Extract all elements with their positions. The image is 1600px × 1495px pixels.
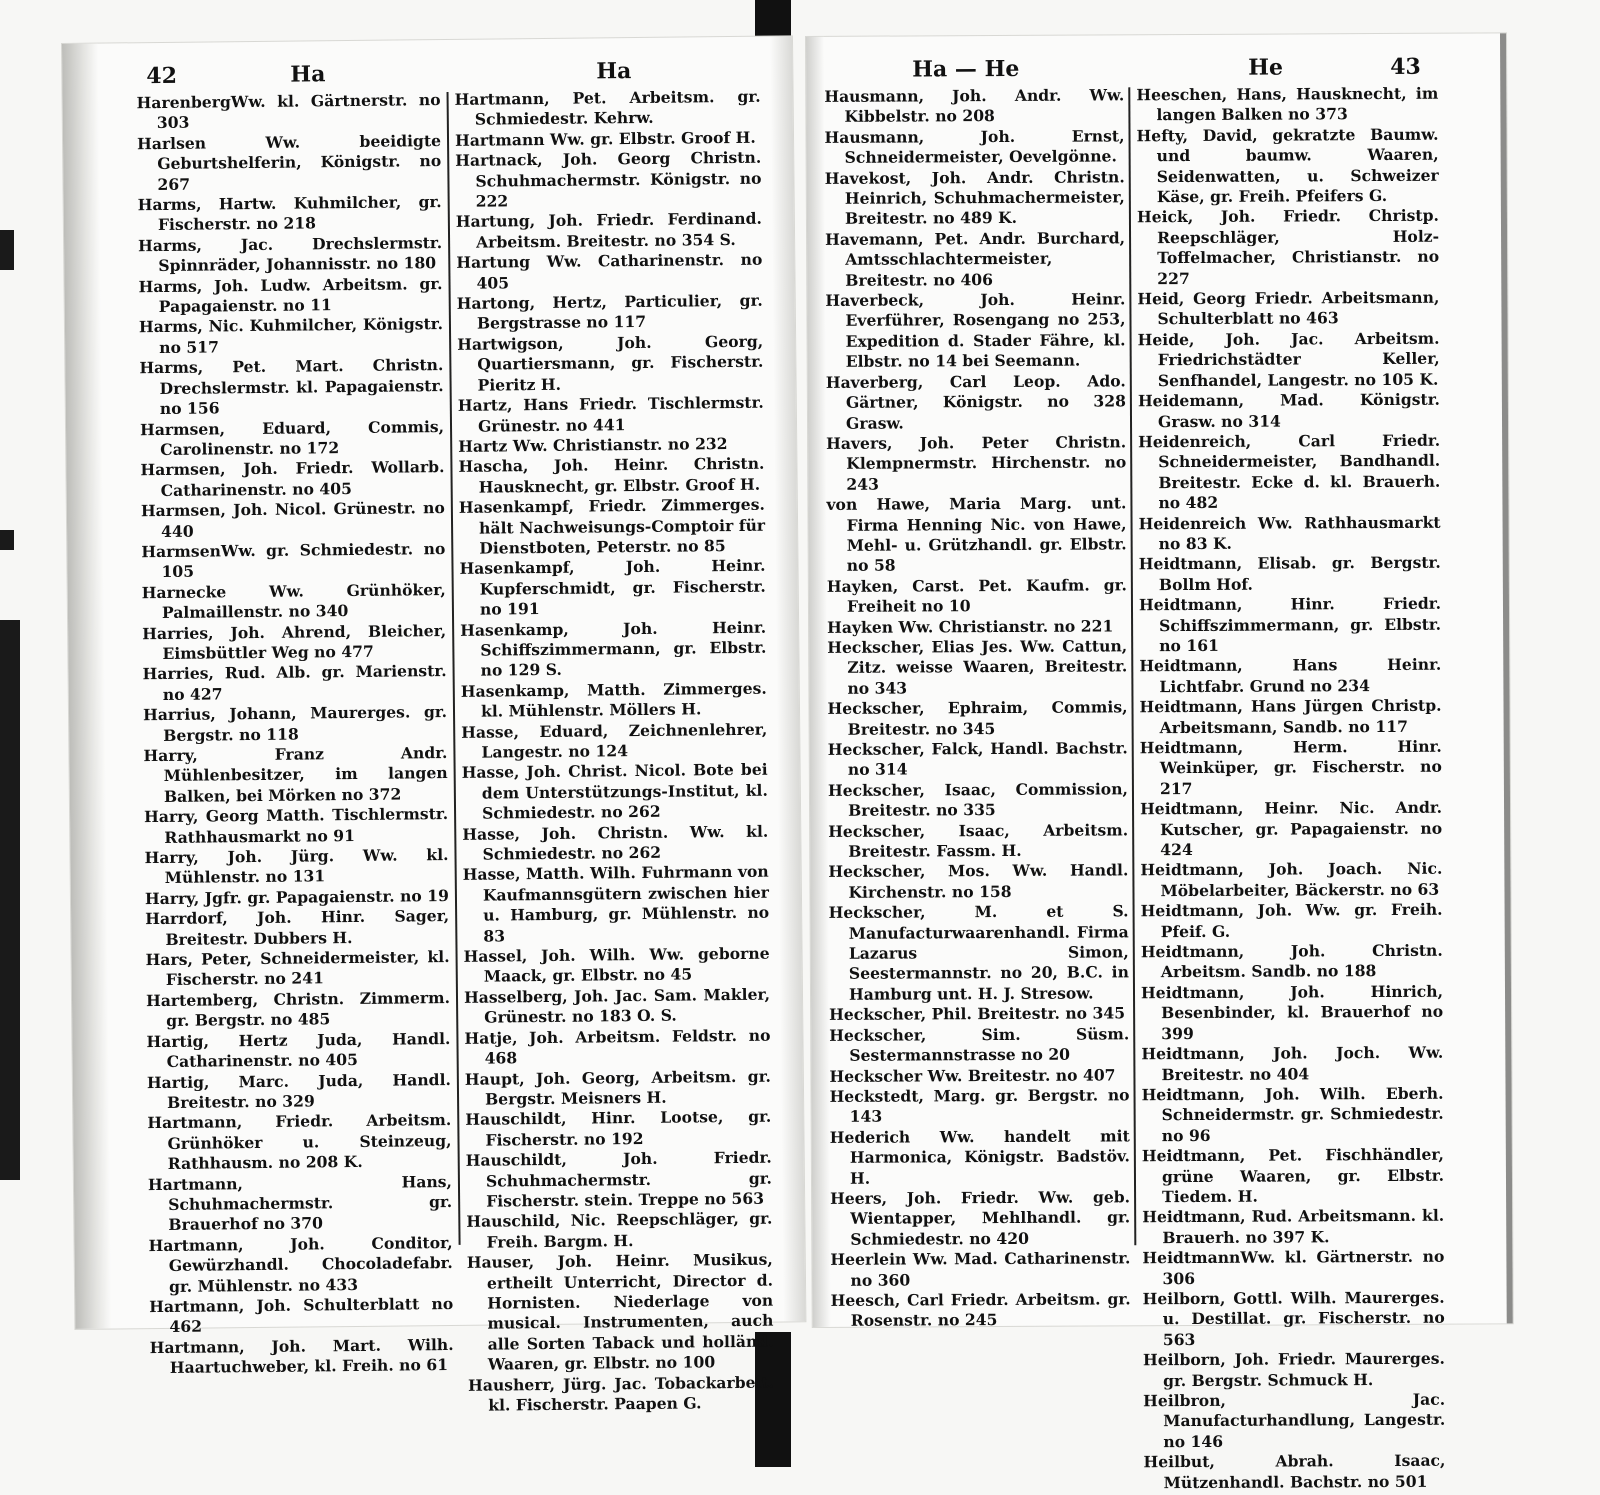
directory-entry: Hartong, Hertz, Particulier, gr. Bergstrasse no 117 [456,290,763,334]
directory-entry: Heidtmann, Hinr. Friedr. Schiffszimmermann, gr. Elbstr. no 161 [1138,593,1442,656]
directory-entry: Heckscher, Isaac, Commission, Breitestr. no 335 [827,779,1128,821]
directory-entry: Havers, Joh. Peter Christn. Klempnermstr. Hirchenstr. no 243 [826,432,1127,494]
directory-entry: Havekost, Joh. Andr. Christn. Heinrich, Schuhmachermeister, Breitestr. no 489 K. [824,166,1125,229]
left-page-column-2 [454,86,775,1415]
directory-entry: Heeschen, Hans, Hausknecht, im langen Balken no 373 [1136,83,1439,125]
directory-entry: Harry, Franz Andr. Mühlenbesitzer, im langen Balken, bei Mörken no 372 [143,743,448,806]
directory-entry: Haupt, Joh. Georg, Arbeitsm. gr. Bergstr. Meisners H. [464,1066,771,1109]
directory-entry: Hartmann Ww. gr. Elbstr. Groof H. [454,127,756,150]
directory-entry: Hauschildt, Joh. Friedr. Schuhmachermstr. gr. Fischerstr. stein. Treppe no 563 [465,1147,773,1211]
directory-entry: Hasse, Matth. Wilh. Fuhrmann von Kaufmannsgütern zwischen hier u. Hamburg, gr. Mühlenstr. no 83 [462,862,770,946]
directory-entry: Heilbron, Jac. Manufacturhandlung, Langestr. no 146 [1143,1389,1446,1451]
edge-mark-top [0,230,14,270]
directory-entry: Hausmann, Joh. Ernst, Schneidermeister, Oevelgönne. [824,126,1125,168]
directory-entry: Heckscher, Isaac, Arbeitsm. Breitestr. Fassm. H. [828,819,1129,861]
directory-entry: Harnecke Ww. Grünhöker, Palmaillenstr. no 340 [141,579,446,623]
directory-entry: Harms, Nic. Kuhmilcher, Königstr. no 517 [138,314,444,357]
directory-entry: Harmsen, Joh. Nicol. Grünestr. no 440 [140,498,445,541]
page-edge-shadow [62,44,111,1329]
running-head-right-col1: Ha — He [912,55,1020,83]
directory-entry: Hartmann, Joh. Schulterblatt no 462 [149,1293,454,1337]
directory-entry: Hasse, Eduard, Zeichnenlehrer, Langestr. no 124 [461,719,768,762]
directory-entry: Harmsen, Joh. Friedr. Wollarb. Catharinenstr. no 405 [140,457,445,500]
directory-entry: Heckscher, Mos. Ww. Handl. Kirchenstr. no 158 [828,860,1129,902]
directory-entry: Hederich Ww. handelt mit Harmonica, Königstr. Badstöv. H. [829,1126,1130,1188]
directory-entry: HarmsenWw. gr. Schmiedestr. no 105 [141,538,446,582]
directory-entry: Hasse, Joh. Christn. Ww. kl. Schmiedestr. no 262 [462,821,769,864]
directory-entry: Heidtmann, Pet. Fischhändler, grüne Waaren, gr. Elbstr. Tiedem. H. [1141,1144,1445,1207]
directory-entry: Heidtmann, Joh. Joach. Nic. Möbelarbeiter, Bäckerstr. no 63 [1140,859,1443,900]
directory-entry: Hartig, Hertz Juda, Handl. Catharinenstr. no 405 [146,1028,451,1072]
running-head-right-col2: He [1248,54,1284,81]
directory-entry: HarenbergWw. kl. Gärtnerstr. no 303 [136,90,441,133]
directory-entry: Harms, Hartw. Kuhmilcher, gr. Fischerstr. no 218 [137,192,442,235]
directory-entry: Hausmann, Joh. Andr. Ww. Kibbelstr. no 208 [824,85,1125,127]
directory-entry: Hassel, Joh. Wilh. Ww. geborne Maack, gr. Elbstr. no 45 [463,943,770,987]
directory-entry: Heckscher, M. et S. Manufacturwaarenhandl. Firma Lazarus Simon, Seestermannstr. no 20, B.C. in Hamburg unt. H. J. Stresow. [828,901,1129,1004]
page-edge [1500,33,1513,1323]
directory-entry: Heidtmann, Elisab. gr. Bergstr. Bollm Hof. [1138,553,1441,594]
directory-entry: Harry, Georg Matth. Tischlermstr. Rathhausmarkt no 91 [143,804,449,847]
directory-entry: Hartwigson, Joh. Georg, Quartiersmann, gr. Fischerstr. Pieritz H. [457,331,764,395]
directory-entry: Harrius, Johann, Maurerges. gr. Bergstr. no 118 [142,702,448,745]
directory-entry: Heckscher, Phil. Breitestr. no 345 [829,1003,1126,1025]
directory-entry: Harms, Jac. Drechslermstr. Spinnräder, Johannisstr. no 180 [138,232,443,276]
left-page [62,36,805,1415]
directory-entry: Haverberg, Carl Leop. Ado. Gärtner, Königstr. no 328 Grasw. [825,371,1126,433]
directory-entry: Heidtmann, Rud. Arbeitsmann. kl. Brauerh. no 397 K. [1142,1206,1445,1247]
directory-entry: Heidtmann, Joh. Hinrich, Besenbinder, kl. Brauerhof no 399 [1140,981,1444,1043]
directory-entry: Hartig, Marc. Juda, Handl. Breitestr. no 329 [146,1069,451,1112]
right-page [806,33,1513,1492]
directory-entry: Hartmann, Joh. Mart. Wilh. Haartuchweber, kl. Freih. no 61 [149,1334,454,1378]
directory-entry: Hauschildt, Hinr. Lootse, gr. Fischerstr. no 192 [465,1106,772,1150]
directory-entry: Heidtmann, Hans Heinr. Lichtfabr. Grund no 234 [1139,655,1442,696]
directory-entry: Heckscher, Ephraim, Commis, Breitestr. no 345 [827,697,1128,739]
left-page-column-1 [136,90,454,1378]
directory-entry: von Hawe, Maria Marg. unt. Firma Henning Nic. von Hawe, Mehl- u. Grützhandl. gr. Elbstr. no 58 [826,493,1127,576]
directory-entry: Hefty, David, gekratzte Baumw. und baumw. Waaren, Seidenwatten, u. Schweizer Käse, gr. Freih. Pfeifers G. [1136,124,1439,207]
directory-entry: HeidtmannWw. kl. Gärtnerstr. no 306 [1142,1246,1445,1288]
directory-entry: Heckscher, Sim. Süsm. Sestermannstrasse no 20 [829,1024,1130,1065]
directory-entry: Hatje, Joh. Arbeitsm. Feldstr. no 468 [464,1025,771,1068]
directory-entry: Heers, Joh. Friedr. Ww. geb. Wientapper, Mehlhandl. gr. Schmiedestr. no 420 [830,1187,1131,1249]
edge-mark-mid [0,530,14,550]
directory-entry: Heidtmann, Herm. Hinr. Weinküper, gr. Fischerstr. no 217 [1139,736,1442,798]
directory-entry: Haverbeck, Joh. Heinr. Everführer, Rosengang no 253, Expedition d. Stader Fähre, kl. Elbstr. no 14 bei Seemann. [825,289,1126,372]
directory-entry: Hartnack, Joh. Georg Christn. Schuhmachermstr. Königstr. no 222 [455,147,762,211]
directory-entry: Harmsen, Eduard, Commis, Carolinenstr. no 172 [139,416,445,459]
directory-entry: Heidtmann, Joh. Christn. Arbeitsm. Sandb. no 188 [1140,940,1443,982]
directory-entry: Hayken, Carst. Pet. Kaufm. gr. Freiheit no 10 [826,575,1127,616]
directory-entry: Harries, Joh. Ahrend, Bleicher, Eimsbüttler Weg no 477 [142,620,447,663]
directory-entry: Hausherr, Jürg. Jac. Tobackarbeit. kl. Fischerstr. Paapen G. [467,1372,775,1415]
directory-entry: Heckscher, Elias Jes. Ww. Cattun, Zitz. weisse Waaren, Breitestr. no 343 [827,636,1128,698]
directory-entry: Hartemberg, Christn. Zimmerm. gr. Bergstr. no 485 [145,987,451,1031]
directory-entry: Hasse, Joh. Christ. Nicol. Bote bei dem Unterstützungs-Institut, kl. Schmiedestr. no 262 [461,760,768,823]
directory-entry: Hartung, Joh. Friedr. Ferdinand. Arbeitsm. Breitestr. no 354 S. [455,209,762,252]
directory-entry: Hartmann, Joh. Conditor, Gewürzhandl. Chocoladefabr. gr. Mühlenstr. no 433 [148,1232,453,1296]
directory-entry: Harry, Jgfr. gr. Papagaienstr. no 19 [144,885,450,909]
directory-entry: Heckscher, Falck, Handl. Bachstr. no 314 [827,738,1128,780]
directory-entry: Harries, Rud. Alb. gr. Marienstr. no 427 [142,661,447,704]
directory-entry: Heidtmann, Joh. Joch. Ww. Breitestr. no 404 [1141,1042,1444,1084]
directory-entry: Hauser, Joh. Heinr. Musikus, ertheilt Unterricht, Director d. Hornisten. Niederlage von musical. Instrumenten, auch alle Sorten Taback und holländ. Waaren, gr. Elbstr. no 100 [466,1249,774,1374]
directory-entry: Harms, Joh. Ludw. Arbeitsm. gr. Papagaienstr. no 11 [138,273,443,317]
gutter-shadow [770,36,805,1321]
directory-entry: Heick, Joh. Friedr. Christp. Reepschläger, Holz-Toffelmacher, Christianstr. no 227 [1136,206,1440,288]
directory-entry: Hartz Ww. Christianstr. no 232 [458,433,728,456]
directory-entry: Harms, Pet. Mart. Christn. Drechslermstr. kl. Papagaienstr. no 156 [139,355,444,419]
directory-entry: Heilborn, Gottl. Wilh. Maurerges. u. Destillat. gr. Fischerstr. no 563 [1142,1287,1445,1349]
directory-entry: Havemann, Pet. Andr. Burchard, Amtsschlachtermeister, Breitestr. no 406 [825,228,1126,290]
directory-entry: Hartung Ww. Catharinenstr. no 405 [456,249,763,293]
directory-entry: Heidtmann, Joh. Wilh. Eberh. Schneidermstr. gr. Schmiedestr. no 96 [1141,1083,1444,1145]
directory-entry: Heilborn, Joh. Friedr. Maurerges. gr. Bergstr. Schmuck H. [1142,1348,1445,1390]
directory-entry: Hauschild, Nic. Reepschläger, gr. Freih. Bargm. H. [466,1208,773,1252]
directory-entry: Hasselberg, Joh. Jac. Sam. Makler, Grünestr. no 183 O. S. [463,984,771,1027]
directory-entry: Heidtmann, Hans Jürgen Christp. Arbeitsmann, Sandb. no 117 [1139,695,1442,737]
running-head-left-col2: Ha [596,58,632,85]
directory-entry: Harry, Joh. Jürg. Ww. kl. Mühlenstr. no 131 [144,845,449,888]
edge-mark-bottom [0,620,20,1180]
directory-entry: Hartmann, Pet. Arbeitsm. gr. Schmiedestr. Kehrw. [454,86,761,130]
directory-entry: Hasenkampf, Friedr. Zimmerges. hält Nachweisungs-Comptoir für Dienstboten, Peterstr. no 85 [458,494,766,558]
directory-entry: Hascha, Joh. Heinr. Christn. Hausknecht, gr. Elbstr. Groof H. [458,453,765,497]
page-number-left: 42 [146,62,178,90]
directory-entry: Heidemann, Mad. Königstr. Grasw. no 314 [1137,389,1440,431]
directory-entry: Heidenreich Ww. Rathhausmarkt no 83 K. [1138,512,1441,554]
directory-entry: Heerlein Ww. Mad. Catharinenstr. no 360 [830,1248,1131,1290]
directory-entry: Heckscher Ww. Breitestr. no 407 [829,1064,1116,1086]
directory-entry: Heid, Georg Friedr. Arbeitsmann, Schulterblatt no 463 [1137,287,1440,329]
directory-entry: Hasenkamp, Matth. Zimmerges. kl. Mühlenstr. Möllers H. [460,678,767,721]
directory-entry: Hayken Ww. Christianstr. no 221 [827,615,1114,637]
directory-entry: Hasenkamp, Joh. Heinr. Schiffszimmermann, gr. Elbstr. no 129 S. [460,617,767,681]
directory-entry: Heckstedt, Marg. gr. Bergstr. no 143 [829,1085,1130,1127]
directory-entry: Hasenkampf, Joh. Heinr. Kupferschmidt, gr. Fischerstr. no 191 [459,556,766,619]
directory-entry: Harrdorf, Joh. Hinr. Sager, Breitestr. Dubbers H. [145,906,450,949]
running-head-left-col1: Ha [290,61,326,88]
right-page-column-1 [824,85,1131,1331]
directory-entry: Hartmann, Friedr. Arbeitsm. Grünhöker u. Steinzeug, Rathhausm. no 208 K. [147,1110,452,1174]
column-rule [1128,87,1136,1245]
directory-entry: Harlsen Ww. beeidigte Geburtshelferin, Königstr. no 267 [136,130,442,194]
directory-entry: Hars, Peter, Schneidermeister, kl. Fischerstr. no 241 [145,947,450,990]
directory-entry: Heidenreich, Carl Friedr. Schneidermeister, Bandhandl. Breitestr. Ecke d. kl. Brauerh. no 482 [1138,430,1441,513]
directory-entry: Hartmann, Hans, Schuhmachermstr. gr. Brauerhof no 370 [147,1171,453,1235]
directory-entry: Heide, Joh. Jac. Arbeitsm. Friedrichstädter Keller, Senfhandel, Langestr. no 105 K. [1137,328,1440,390]
right-page-column-2 [1136,83,1446,1492]
directory-entry: Heidtmann, Heinr. Nic. Andr. Kutscher, gr. Papagaienstr. no 424 [1139,797,1443,860]
directory-entry: Heesch, Carl Friedr. Arbeitsm. gr. Rosenstr. no 245 [830,1289,1131,1331]
directory-entry: Hartz, Hans Friedr. Tischlermstr. Grünestr. no 441 [457,392,764,436]
directory-entry: Heilbut, Abrah. Isaac, Mützenhandl. Bachstr. no 501 [1143,1450,1446,1492]
directory-entry: Heidtmann, Joh. Ww. gr. Freih. Pfeif. G. [1140,899,1443,941]
page-number-right: 43 [1390,53,1421,80]
